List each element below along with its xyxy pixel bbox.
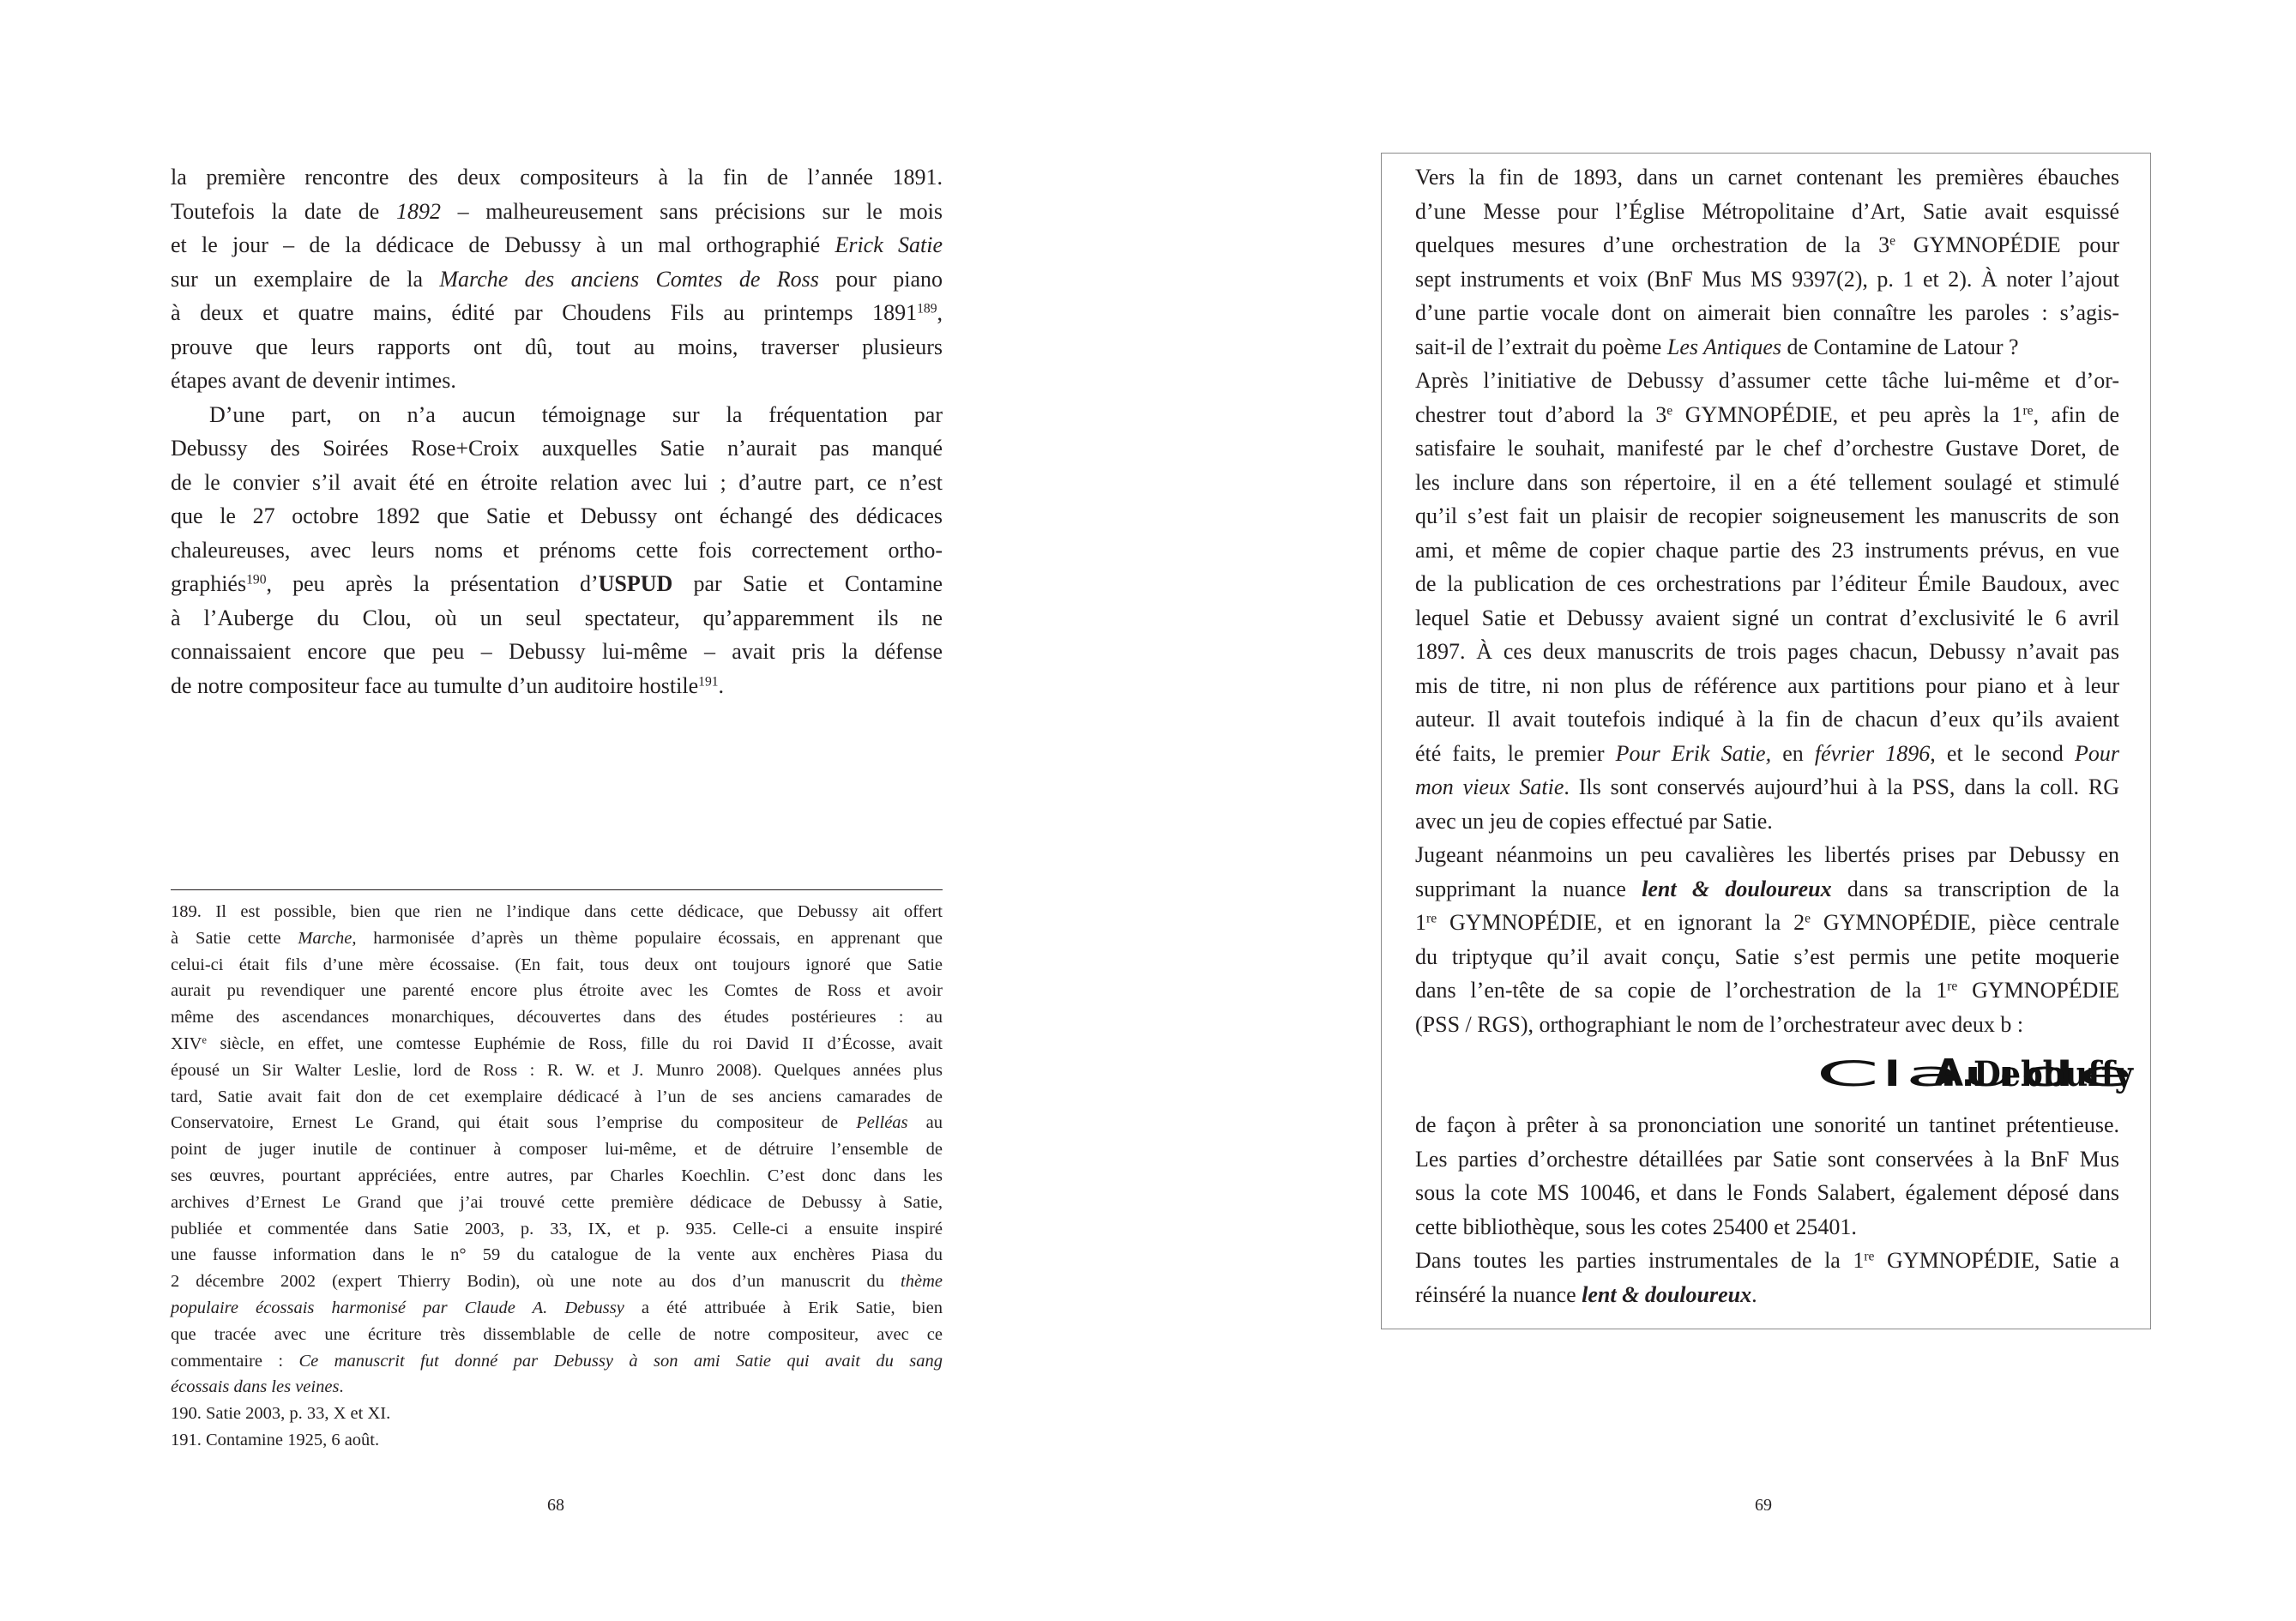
- text-segment: 1897. À ces deux manuscrits de trois pages chacun, Debussy n’avait pas: [1415, 639, 2119, 664]
- text-line: [171, 1190, 943, 1216]
- text-segment: , afin de: [2033, 401, 2119, 427]
- text-segment: mon vieux Satie: [1415, 774, 1564, 799]
- text-segment: qu’il s’est fait un plaisir de recopier soigneusement les manuscrits de son: [1415, 503, 2119, 528]
- text-line: [1415, 1244, 2119, 1278]
- text-line: [1415, 431, 2119, 466]
- note-superscript: 189: [917, 301, 937, 316]
- paragraph: [171, 1427, 943, 1454]
- note-superscript: 191: [698, 673, 719, 689]
- text-segment: XIV: [171, 1033, 202, 1053]
- text-segment: 1892: [395, 198, 441, 224]
- text-segment: avec un jeu de copies effectué par Satie.: [1415, 808, 1773, 834]
- text-segment: GYMNOPÉDIE, et peu après la 1: [1672, 401, 2023, 427]
- text-segment: écossais dans les veines: [171, 1377, 340, 1397]
- text-segment: , peu après la présentation d’: [266, 571, 599, 596]
- text-segment: février 1896: [1814, 740, 1931, 766]
- text-line: [1415, 906, 2119, 940]
- text-line: [1415, 635, 2119, 669]
- paragraph: [1415, 364, 2119, 838]
- text-segment: , et le second: [1930, 740, 2075, 766]
- text-line: [171, 330, 943, 365]
- footnote-rule: [171, 889, 943, 890]
- text-line: [171, 364, 943, 398]
- text-segment: auteur. Il avait toutefois indiqué à la fin de chacun d’eux qu’ils avaient: [1415, 707, 2119, 732]
- note-superscript: re: [1947, 979, 1958, 994]
- paragraph: [171, 160, 943, 398]
- text-segment: par Satie et Contamine: [672, 571, 943, 596]
- text-segment: dans sa transcription de la: [1831, 876, 2119, 901]
- signature-image: [1415, 1041, 2135, 1108]
- text-line: [1415, 737, 2119, 771]
- text-segment: d’une partie vocale dont on aimerait bien connaître les paroles : s’agis-: [1415, 300, 2119, 325]
- text-segment: quelques mesures d’une orchestration de la 3: [1415, 232, 1890, 257]
- text-segment: connaissaient encore que peu – Debussy lui-même – avait pris la défense: [171, 639, 943, 664]
- text-line: [171, 160, 943, 195]
- text-line: [171, 1295, 943, 1322]
- note-superscript: re: [2022, 402, 2034, 418]
- text-segment: d’une Messe pour l’Église Métropolitaine d’Art, Satie avait esquissé: [1415, 198, 2119, 224]
- text-line: [1415, 262, 2119, 297]
- text-before-signature: [1415, 160, 2119, 1041]
- text-segment: thème: [901, 1272, 943, 1292]
- text-segment: supprimant la nuance: [1415, 876, 1642, 901]
- text-line: [1415, 228, 2119, 262]
- text-line: [171, 1242, 943, 1268]
- text-line: [171, 1427, 943, 1454]
- text-line: [1415, 872, 2119, 907]
- text-line: [171, 925, 943, 952]
- text-segment: D’une part, on n’a aucun témoignage sur la fréquentation par: [209, 401, 943, 427]
- text-line: [1415, 1142, 2119, 1177]
- text-segment: les inclure dans son répertoire, il en a été tellement soulagé et stimulé: [1415, 469, 2119, 495]
- text-segment: Erick Satie: [835, 232, 943, 257]
- text-segment: 1: [1415, 910, 1426, 935]
- text-line: [1415, 567, 2119, 601]
- text-line: [1415, 1008, 2119, 1042]
- text-segment: ses œuvres, pourtant appréciées, entre autres, par Charles Koechlin. C’est donc dans les: [171, 1166, 943, 1185]
- text-segment: ami, et même de copier chaque partie des 23 instruments prévus, en vue: [1415, 537, 2119, 563]
- text-line: [1415, 770, 2119, 804]
- note-superscript: re: [1864, 1249, 1875, 1264]
- text-line: [171, 567, 943, 601]
- text-line: [1415, 195, 2119, 229]
- left-page-body: [171, 160, 943, 702]
- text-line: [1415, 702, 2119, 737]
- paragraph: [171, 1401, 943, 1427]
- footnotes: [171, 899, 943, 1454]
- text-line: [171, 228, 943, 262]
- svg-text:.: .: [1962, 1055, 1975, 1094]
- text-segment: une fausse information dans le n° 59 du catalogue de la vente aux enchères Piasa du: [171, 1245, 943, 1265]
- text-segment: .: [718, 672, 725, 698]
- text-segment: sept instruments et voix (BnF Mus MS 9397(2), p. 1 et 2). À noter l’ajout: [1415, 266, 2119, 292]
- text-segment: GYMNOPÉDIE, et en ignorant la 2: [1437, 910, 1805, 935]
- text-line: [171, 1110, 943, 1136]
- text-segment: populaire écossais harmonisé par Claude A. Debussy: [171, 1298, 624, 1317]
- text-line: [1415, 296, 2119, 330]
- text-line: [1415, 499, 2119, 533]
- note-superscript: re: [1426, 911, 1437, 926]
- text-segment: de le convier s’il avait été en étroite relation avec lui ; d’autre part, ce n’est: [171, 469, 943, 495]
- text-segment: Vers la fin de 1893, dans un carnet contenant les premières ébauches: [1415, 165, 2119, 190]
- text-segment: sait-il de l’extrait du poème: [1415, 334, 1667, 359]
- text-segment: GYMNOPÉDIE pour: [1895, 232, 2119, 257]
- text-segment: Ce manuscrit fut donné par Debussy à son ami Satie qui avait du sang: [298, 1351, 943, 1371]
- text-segment: archives d’Ernest Le Grand que j’ai trouvé cette première dédicace de Debussy à Satie,: [171, 1192, 943, 1212]
- text-segment: Conservatoire, Ernest Le Grand, qui était sous l’emprise du compositeur de: [171, 1113, 857, 1133]
- text-segment: Dans toutes les parties instrumentales de la 1: [1415, 1248, 1865, 1273]
- text-line: [171, 1136, 943, 1163]
- text-segment: 2 décembre 2002 (expert Thierry Bodin), où une note au dos d’un manuscrit du: [171, 1272, 901, 1292]
- text-line: [171, 1058, 943, 1084]
- text-line: [1415, 669, 2119, 703]
- text-line: [1415, 804, 2119, 839]
- text-line: [171, 533, 943, 568]
- text-segment: épousé un Sir Walter Leslie, lord de Ross : R. W. et J. Munro 2008). Quelques années plus: [171, 1060, 943, 1080]
- text-line: [171, 1401, 943, 1427]
- text-segment: aurait pu revendiquer une parenté encore plus étroite avec les Comtes de Ross et avoir: [171, 981, 943, 1001]
- text-line: [1415, 1278, 2119, 1312]
- text-after-signature: [1415, 1108, 2119, 1311]
- text-segment: ,: [937, 300, 943, 325]
- debbussy-signature-icon: [1812, 1045, 2138, 1105]
- note-superscript: e: [1889, 233, 1896, 249]
- paragraph: [1415, 1244, 2119, 1311]
- text-segment: siècle, en effet, une comtesse Euphémie de Ross, fille du roi David II d’Écosse, avait: [206, 1033, 943, 1053]
- text-line: [171, 195, 943, 229]
- page-number-left: 68: [547, 1496, 564, 1515]
- text-line: [1415, 973, 2119, 1008]
- text-segment: été faits, le premier: [1415, 740, 1616, 766]
- text-segment: de Contamine de Latour ?: [1781, 334, 2019, 359]
- paragraph: [1415, 838, 2119, 1041]
- text-line: [171, 1322, 943, 1348]
- text-segment: , harmonisée d’après un thème populaire écossais, en apprenant que: [352, 928, 943, 948]
- text-segment: – malheureusement sans précisions sur le mois: [440, 198, 943, 224]
- text-segment: chaleureuses, avec leurs noms et prénoms cette fois correctement ortho-: [171, 537, 943, 563]
- text-segment: 190. Satie 2003, p. 33, X et XI.: [171, 1404, 391, 1424]
- text-segment: Après l’initiative de Debussy d’assumer cette tâche lui-même et d’or-: [1415, 368, 2119, 393]
- text-segment: publiée et commentée dans Satie 2003, p. 33, IX, et p. 935. Celle-ci a ensuite inspiré: [171, 1219, 943, 1238]
- text-segment: à Satie cette: [171, 928, 298, 948]
- text-segment: mis de titre, ni non plus de référence aux partitions pour piano et à leur: [1415, 672, 2119, 698]
- text-line: [1415, 364, 2119, 398]
- page-number-right: 69: [1755, 1496, 1772, 1515]
- text-segment: étapes avant de devenir intimes.: [171, 368, 456, 393]
- text-segment: graphiés: [171, 571, 247, 596]
- text-line: [171, 669, 943, 703]
- text-segment: Pour: [2074, 740, 2119, 766]
- text-segment: tard, Satie avait fait don de cet exemplaire dédicacé à l’un de ses anciens camarades de: [171, 1087, 943, 1106]
- text-segment: GYMNOPÉDIE: [1957, 978, 2120, 1003]
- text-line: [1415, 838, 2119, 872]
- text-segment: et le jour – de la dédicace de Debussy à un mal orthographié: [171, 232, 835, 257]
- paragraph: [1415, 160, 2119, 364]
- text-segment: Toutefois la date de: [171, 198, 396, 224]
- text-line: [1415, 398, 2119, 432]
- note-superscript: 190: [246, 572, 267, 588]
- text-line: [171, 1268, 943, 1295]
- text-segment: satisfaire le souhait, manifesté par le chef d’orchestre Gustave Doret, de: [1415, 436, 2119, 461]
- text-line: [1415, 533, 2119, 568]
- svg-text:A: A: [1934, 1052, 1964, 1095]
- text-line: [1415, 1108, 2119, 1142]
- note-superscript: e: [202, 1033, 207, 1046]
- right-page-boxed-text: [1415, 160, 2135, 1311]
- text-segment: Les Antiques: [1666, 334, 1781, 359]
- text-segment: dans l’en-tête de sa copie de l’orchestration de la 1: [1415, 978, 1948, 1003]
- text-segment: .: [339, 1377, 344, 1397]
- text-segment: lequel Satie et Debussy avaient signé un contrat d’exclusivité le 6 avril: [1415, 605, 2119, 630]
- text-line: [171, 1084, 943, 1111]
- text-line: [1415, 160, 2119, 195]
- text-segment: GYMNOPÉDIE, Satie a: [1874, 1248, 2119, 1273]
- text-line: [171, 1163, 943, 1190]
- note-superscript: e: [1666, 402, 1673, 418]
- text-segment: de façon à prêter à sa prononciation une sonorité un tantinet prétentieuse.: [1415, 1112, 2119, 1137]
- text-segment: Jugeant néanmoins un peu cavalières les libertés prises par Debussy en: [1415, 842, 2119, 867]
- text-segment: Marche des anciens Comtes de Ross: [439, 266, 819, 292]
- text-line: [1415, 1210, 2119, 1244]
- text-segment: GYMNOPÉDIE, pièce centrale: [1811, 910, 2119, 935]
- text-line: [1415, 601, 2119, 636]
- text-segment: prouve que leurs rapports ont dû, tout au moins, traverser plusieurs: [171, 334, 943, 359]
- text-segment: sous la cote MS 10046, et dans le Fonds Salabert, également déposé dans: [1415, 1180, 2119, 1205]
- paragraph: [171, 899, 943, 1401]
- text-segment: sur un exemplaire de la: [171, 266, 440, 292]
- text-segment: de notre compositeur face au tumulte d’un auditoire hostile: [171, 672, 699, 698]
- paragraph: [171, 398, 943, 703]
- text-line: [171, 601, 943, 636]
- text-line: [1415, 466, 2119, 500]
- text-line: [1415, 940, 2119, 974]
- text-segment: lent & douloureux: [1642, 876, 1832, 901]
- text-segment: la première rencontre des deux compositeurs à la fin de l’année 1891.: [171, 165, 943, 190]
- text-segment: Marche: [298, 928, 353, 948]
- text-line: [171, 466, 943, 500]
- svg-text:Claude: Claude: [1816, 1055, 2133, 1094]
- text-segment: celui-ci était fils d’une mère écossaise. (En fait, tous deux ont toujours ignoré que Satie: [171, 955, 943, 974]
- text-segment: chestrer tout d’abord la 3: [1415, 401, 1667, 427]
- text-segment: USPUD: [598, 571, 673, 596]
- text-segment: Pelléas: [856, 1113, 908, 1133]
- text-segment: .: [1751, 1281, 1757, 1307]
- text-line: [171, 262, 943, 297]
- text-line: [171, 1216, 943, 1243]
- text-segment: que tracée avec une écriture très dissemblable de celle de notre compositeur, avec ce: [171, 1324, 943, 1344]
- text-segment: commentaire :: [171, 1351, 299, 1371]
- text-segment: à l’Auberge du Clou, où un seul spectateur, qu’apparemment ils ne: [171, 605, 943, 630]
- text-line: [171, 296, 943, 330]
- svg-text:Debbuſſy: Debbuſſy: [1974, 1054, 2135, 1094]
- text-segment: lent & douloureux: [1582, 1281, 1752, 1307]
- text-line: [171, 431, 943, 466]
- text-line: [171, 1031, 943, 1058]
- text-line: [171, 899, 943, 925]
- text-segment: a été attribuée à Erik Satie, bien: [624, 1298, 943, 1317]
- text-segment: Pour Erik Satie,: [1615, 740, 1772, 766]
- text-segment: même des ascendances monarchiques, découvertes dans des études postérieures : au: [171, 1008, 943, 1027]
- text-line: [1415, 330, 2119, 365]
- text-line: [171, 1004, 943, 1031]
- text-segment: au: [907, 1113, 943, 1133]
- text-line: [171, 952, 943, 979]
- text-segment: (PSS / RGS), orthographiant le nom de l’orchestrateur avec deux b :: [1415, 1011, 2024, 1037]
- text-segment: en: [1771, 740, 1815, 766]
- text-segment: du triptyque qu’il avait conçu, Satie s’est permis une petite moquerie: [1415, 943, 2119, 969]
- text-line: [171, 635, 943, 669]
- paragraph: [1415, 1108, 2119, 1244]
- text-segment: Les parties d’orchestre détaillées par Satie sont conservées à la BnF Mus: [1415, 1146, 2119, 1172]
- text-segment: cette bibliothèque, sous les cotes 25400 et 25401.: [1415, 1214, 1857, 1239]
- text-line: [171, 499, 943, 533]
- text-segment: de la publication de ces orchestrations par l’éditeur Émile Baudoux, avec: [1415, 571, 2119, 596]
- text-line: [171, 978, 943, 1004]
- text-line: [171, 398, 943, 432]
- text-segment: Debussy des Soirées Rose+Croix auxquelles Satie n’aurait pas manqué: [171, 436, 943, 461]
- note-superscript: e: [1805, 911, 1811, 926]
- text-segment: que le 27 octobre 1892 que Satie et Debussy ont échangé des dédicaces: [171, 503, 943, 528]
- text-line: [171, 1348, 943, 1375]
- text-segment: réinséré la nuance: [1415, 1281, 1582, 1307]
- text-segment: à deux et quatre mains, édité par Choudens Fils au printemps 1891: [171, 300, 918, 325]
- text-line: [1415, 1176, 2119, 1210]
- text-line: [171, 1374, 943, 1401]
- text-segment: pour piano: [818, 266, 943, 292]
- text-segment: 191. Contamine 1925, 6 août.: [171, 1430, 380, 1449]
- text-segment: 189. Il est possible, bien que rien ne l’indique dans cette dédicace, que Debussy ait offert: [171, 902, 943, 921]
- text-segment: point de juger inutile de continuer à composer lui-même, et de détruire l’ensemble de: [171, 1140, 943, 1160]
- text-segment: . Ils sont conservés aujourd’hui à la PSS, dans la coll. RG: [1564, 774, 2120, 799]
